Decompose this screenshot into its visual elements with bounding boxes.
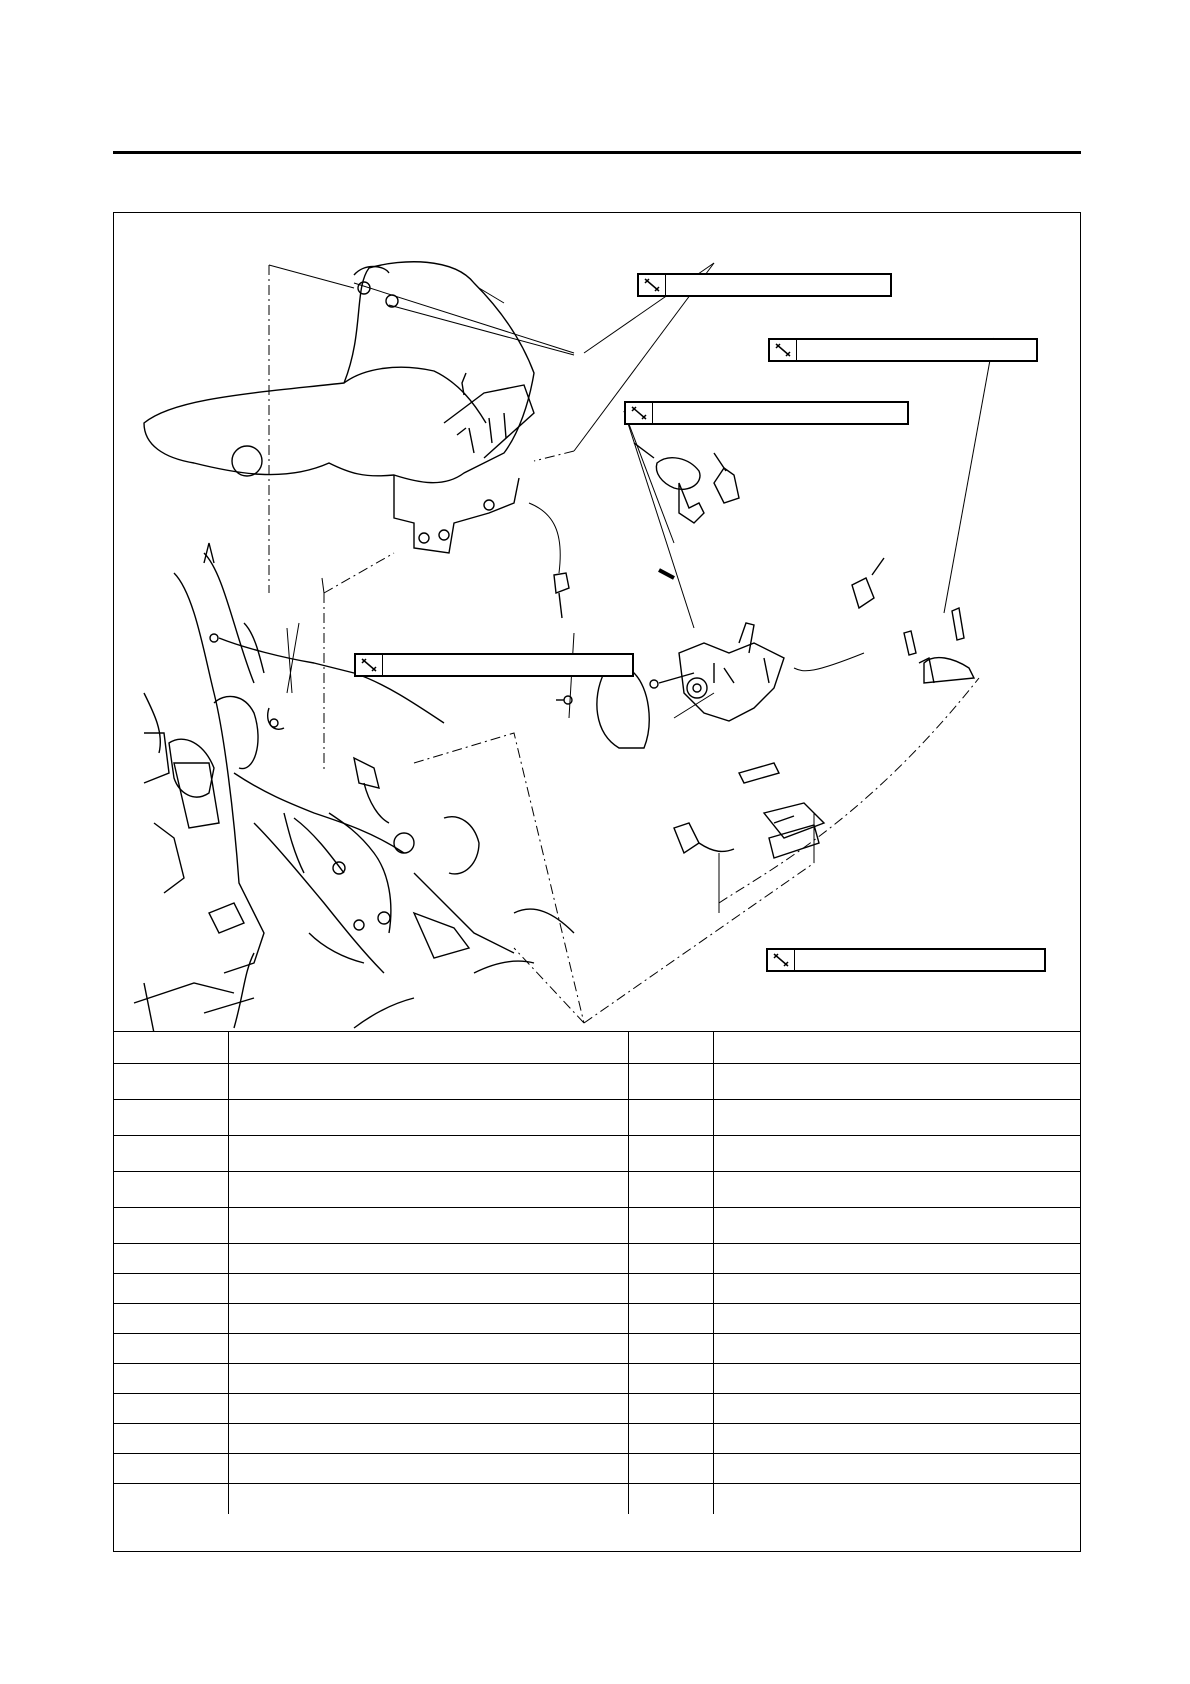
table-cell xyxy=(114,1274,228,1304)
table-cell xyxy=(628,1424,713,1454)
table-cell xyxy=(228,1100,628,1136)
table-cell xyxy=(628,1394,713,1424)
table-cell xyxy=(713,1064,1080,1100)
table-cell xyxy=(228,1208,628,1244)
table-cell xyxy=(228,1394,628,1424)
table-row xyxy=(114,1454,1080,1484)
table-row xyxy=(114,1032,1080,1064)
table-cell xyxy=(228,1244,628,1274)
table-cell xyxy=(628,1454,713,1484)
table-cell xyxy=(628,1100,713,1136)
table-cell xyxy=(713,1454,1080,1484)
parts-table xyxy=(114,1031,1080,1514)
table-row xyxy=(114,1424,1080,1454)
table-cell xyxy=(114,1484,228,1514)
torque-wrench-icon xyxy=(770,340,797,360)
table-cell xyxy=(713,1394,1080,1424)
table-cell xyxy=(228,1274,628,1304)
table-cell xyxy=(628,1208,713,1244)
table-cell xyxy=(114,1172,228,1208)
table-cell xyxy=(114,1304,228,1334)
table-cell xyxy=(628,1172,713,1208)
torque-wrench-icon xyxy=(639,275,666,295)
table-cell xyxy=(628,1274,713,1304)
table-cell xyxy=(228,1364,628,1394)
table-cell xyxy=(628,1304,713,1334)
table-row xyxy=(114,1244,1080,1274)
table-row xyxy=(114,1304,1080,1334)
table-row xyxy=(114,1064,1080,1100)
table-cell xyxy=(713,1208,1080,1244)
table-cell xyxy=(114,1454,228,1484)
bolts xyxy=(904,608,974,683)
table-cell xyxy=(713,1424,1080,1454)
table-row xyxy=(114,1484,1080,1514)
table-cell xyxy=(228,1334,628,1364)
table-cell xyxy=(228,1484,628,1514)
throttle-body xyxy=(650,623,784,721)
table-cell xyxy=(628,1364,713,1394)
torque-wrench-icon xyxy=(626,403,653,423)
table-cell xyxy=(114,1424,228,1454)
table-cell xyxy=(713,1032,1080,1064)
torque-spec-3 xyxy=(624,401,909,425)
table-cell xyxy=(713,1364,1080,1394)
engine-frame xyxy=(134,543,574,1031)
table-cell xyxy=(114,1136,228,1172)
table-cell xyxy=(228,1304,628,1334)
torque-spec-1 xyxy=(637,273,892,297)
table-row xyxy=(114,1274,1080,1304)
torque-spec-5 xyxy=(766,948,1046,972)
table-cell xyxy=(114,1064,228,1100)
table-cell xyxy=(114,1334,228,1364)
table-cell xyxy=(628,1064,713,1100)
table-cell xyxy=(713,1172,1080,1208)
intake-joint xyxy=(739,763,824,858)
table-cell xyxy=(228,1064,628,1100)
table-cell xyxy=(114,1394,228,1424)
table-cell xyxy=(628,1136,713,1172)
torque-wrench-icon xyxy=(768,950,795,970)
table-row xyxy=(114,1208,1080,1244)
table-cell xyxy=(713,1274,1080,1304)
table-cell xyxy=(228,1454,628,1484)
table-cell xyxy=(228,1424,628,1454)
table-cell xyxy=(628,1032,713,1064)
table-cell xyxy=(114,1100,228,1136)
table-cell xyxy=(628,1244,713,1274)
table-cell xyxy=(713,1484,1080,1514)
header-rule xyxy=(113,151,1081,154)
table-cell xyxy=(114,1032,228,1064)
torque-wrench-icon xyxy=(356,655,383,675)
table-cell xyxy=(114,1244,228,1274)
air-filter-case xyxy=(144,262,534,553)
sensors xyxy=(554,443,884,853)
table-cell xyxy=(713,1136,1080,1172)
table-row xyxy=(114,1172,1080,1208)
table-cell xyxy=(713,1244,1080,1274)
table-cell xyxy=(228,1172,628,1208)
table-cell xyxy=(628,1484,713,1514)
torque-spec-4 xyxy=(354,653,634,677)
table-cell xyxy=(114,1208,228,1244)
table-cell xyxy=(228,1136,628,1172)
table-cell xyxy=(628,1334,713,1364)
table-cell xyxy=(713,1304,1080,1334)
table-row xyxy=(114,1136,1080,1172)
table-cell xyxy=(713,1334,1080,1364)
exploded-view-illustration xyxy=(114,213,1079,1031)
table-row xyxy=(114,1334,1080,1364)
table-row xyxy=(114,1394,1080,1424)
table-cell xyxy=(228,1032,628,1064)
table-row xyxy=(114,1364,1080,1394)
table-cell xyxy=(114,1364,228,1394)
diagram-frame xyxy=(113,212,1081,1552)
torque-spec-2 xyxy=(768,338,1038,362)
leader-lines xyxy=(269,263,994,1023)
table-cell xyxy=(713,1100,1080,1136)
table-row xyxy=(114,1100,1080,1136)
